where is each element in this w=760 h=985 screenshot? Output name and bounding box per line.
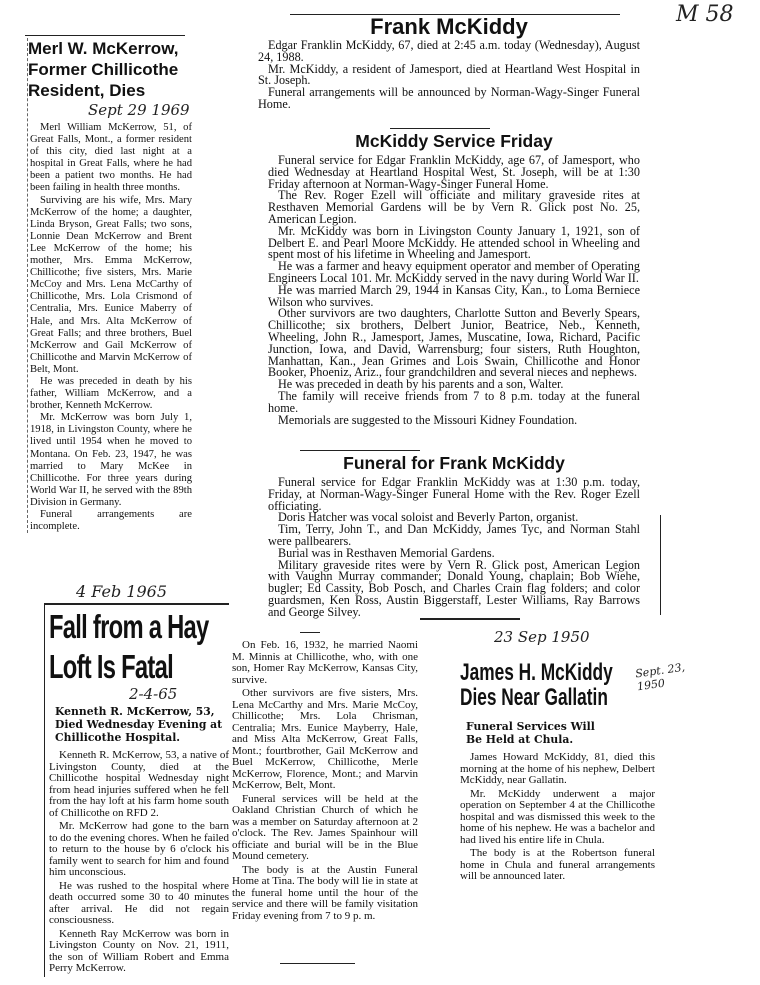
handwritten-date: Sept 29 1969 [88,101,190,119]
paragraph: Mr. McKiddy was born in Livingston County January 1, 1921, son of Delbert E. and Pearl Moore McKiddy. He attended school in Wheeling and spent most of his lifetime in Wheeling and Jamesport. [268,223,640,262]
paragraph: He was preceded in death by his parents and a son, Walter. [278,377,564,392]
paragraph: Funeral services will be held at the Oakland Christian Church of which he was a member on Saturday afternoon at 2 o'clock. The Rev. James Spainhour will officiate and burial will be in the Blue Mound cemetery. [232,792,418,862]
headline: Dies Near Gallatin [460,684,608,711]
clipping-merl-mckerrow [27,38,192,533]
handwritten-date: 2-4-65 [129,685,178,703]
handwritten-date: 4 Feb 1965 [76,582,168,601]
clipping-kenneth-continued [232,640,418,924]
paragraph: Funeral service for Edgar Franklin McKiddy was at 1:30 p.m. today, Friday, at Norman-Wagy-Singer Funeral Home with the Rev. Roger Ezell officiating. [268,475,640,513]
paragraph: James Howard McKiddy, 81, died this morning at the home of his nephew, Delbert McKiddy, near Gallatin. [460,751,655,786]
paragraph: He was rushed to the hospital where death occurred some 30 to 40 minutes after arrival. He did not regain consciousness. [49,879,229,926]
paragraph: Mr. McKiddy underwent a major operation on September 4 at the Chillicothe hospital and was dismissed this week to the home of his nephew. He was a bachelor and had lived his entire life in Chula. [460,787,655,846]
headline: Loft Is Fatal [49,648,173,685]
paragraph: Funeral service for Edgar Franklin McKiddy, age 67, of Jamesport, who died Wednesday at Heartland Hospital West, St. Joseph, will be at 1:30 Friday afternoon at Norman-Wagy-Singer Funeral Home. [268,153,640,191]
divider [390,128,490,129]
paragraph: Merl William McKerrow, 51, of Great Falls, Mont., a former resident of this city, died last night at a hospital in Great Falls, where he had been a patient two months. He had been failing in health three months. [30,122,192,194]
paragraph: Doris Hatcher was vocal soloist and Beverly Parton, organist. [278,510,579,525]
divider [25,35,185,36]
paragraph: Kenneth Ray McKerrow was born in Livingston County on Nov. 21, 1911, the son of William Robert and Emma Perry McKerrow. [49,927,229,974]
paragraph: Memorials are suggested to the Missouri Kidney Foundation. [278,412,578,427]
paragraph: Mr. McKiddy, a resident of Jamesport, died at Heartland West Hospital in St. Joseph. [258,61,640,88]
page-number-annotation: M 58 [676,2,734,27]
paragraph: Tim, Terry, John T., and Dan McKiddy, James Tyc, and Norman Stahl were pallbearers. [268,522,640,548]
paragraph: The body is at the Austin Funeral Home at Tina. The body will lie in state at the funeral home until the hour of the service and there will be family visitation Friday evening from 7 to 9 p. m. [232,863,418,922]
clipping-james-mckiddy [460,660,655,885]
headline: McKiddy Service Friday [355,131,553,151]
subhead: Kenneth R. McKerrow, 53, Died Wednesday Evening at Chillicothe Hospital. [55,705,223,744]
paragraph: The Rev. Roger Ezell will officiate and military graveside rites at Resthaven Memorial Gardens will be by Vern R. Glick post No. 25, American Legion. [268,188,640,226]
paragraph: He was preceded in death by his father, William McKerrow, and a brother, Kenneth McKerrow. [30,375,192,412]
clipping-kenneth-mckerrow [44,603,229,977]
paragraph: Mr. McKerrow had gone to the barn to do the evening chores. When he failed to return to the house by 6 o'clock his family went to search for him and found him unconscious. [49,820,230,878]
handwritten-date: Sept. 23, 1950 [634,660,686,694]
paragraph: Other survivors are two daughters, Charlotte Sutton and Beverly Spears, Chillicothe; six brothers, Delbert Junior, Beatrice, Neb., Kenneth, Wheeling, John R., Jamesport, James, Muscatine, Iowa, Richard, Pacific Junction, Iowa, and David, Warrensburg; four sisters, Ruth Houghton, Manhattan, Kan., Jean Grimes and Lois Swain, Chillicothe and Honor Booker, Phoeniz, Ariz., four grandchildren and several nieces and nephews. [268,306,640,380]
handwritten-date: 23 Sep 1950 [494,628,590,646]
paragraph: Funeral arrangements will be announced by Norman-Wagy-Singer Funeral Home. [258,85,640,111]
paragraph: Military graveside rites were by Vern R. Glick post, American Legion with Vaughn Murray commander; Donald Young, chaplain; Bob Wiehe, bugler; Ed Cassity, Bob Posch, and Charles Crain flag folders; and color guardsmen, Ken Ross, Austin Biggerstaff, Lester Williams, Ray Barrows and George Silvey. [268,557,640,619]
paragraph: Funeral arrangements are incomplete. [30,509,192,533]
paragraph: Kenneth R. McKerrow, 53, a native of Livingston County, died at the Chillicothe hospital Wednesday night from head injuries suffered when he fell from the hay loft at his farm home south of Chillicothe on RFD 2. [49,749,229,819]
paragraph: On Feb. 16, 1932, he married Naomi M. Minnis at Chillicothe, who, with one son, Homer Ray McKerrow, Kansas City, survive. [232,639,418,686]
column-rule [660,515,661,615]
clipping-funeral-frank [268,452,640,619]
paragraph: Edgar Franklin McKiddy, 67, died at 2:45 a.m. today (Wednesday), August 24, 1988. [258,38,640,64]
headline: Frank McKiddy [370,14,528,39]
paragraph: He was married March 29, 1944 in Kansas City, Kan., to Loma Berniece Wilson who survives. [268,282,640,309]
divider [300,450,420,451]
paragraph: Burial was in Resthaven Memorial Gardens. [278,545,495,560]
headline: Fall from a Hay [49,608,209,645]
paragraph: Other survivors are five sisters, Mrs. Lena McCarthy and Mrs. Marie McCoy, Chillicothe; Mrs. Lola Chrisman, Centralia; Mrs. Eunice Mayberry, Hale, and Miss Alta McKerrow, Great Falls, Mont.; fourtbrother, Gail McKerrow and Buel McKerrow, Chillicothe, Merle McKerrow, Florence, Mont.; and Marvin McKerrow, Belt, Mont. [232,687,418,791]
paragraph: He was a farmer and heavy equipment operator and member of Operating Engineers Local 101. Mr. McKiddy served in the navy during World War II. [268,259,640,285]
headline: Merl W. McKerrow, Former Chillicothe Resident, Dies [28,39,179,100]
paragraph: The body is at the Robertson funeral home in Chula and funeral arrangements will be announced later. [460,847,655,882]
paragraph: The family will receive friends from 7 to 8 p.m. today at the funeral home. [268,388,640,415]
headline: James H. McKiddy [460,659,613,686]
paragraph: Mr. McKerrow was born July 1, 1918, in Livingston County, where he lived until 1954 when he moved to Montana. On Feb. 23, 1947, he was married to Mary McKee in Chillicothe. For three years during World War II, he served with the 89th Division in Germany. [30,412,192,508]
clipping-mckiddy-service [268,130,640,426]
divider [280,963,355,964]
headline: Funeral for Frank McKiddy [343,453,565,473]
clipping-frank-mckiddy [258,14,640,111]
paragraph: Surviving are his wife, Mrs. Mary McKerrow of the home; a daughter, Linda Bryson, Great Falls; two sons, Lonnie Dean McKerrow and Brent Lee McKerrow of the home; his mother, Mrs. Emma McKerrow, Chillicothe; five sisters, Mrs. Marie McCoy and Mrs. Lena McCarthy of Chillicothe, Mrs. Lola Crismond of Centralia, Mrs. Eunice Maberry of Hale, and Mrs. Alta McKerrow of Great Falls; and three brothers, Buel McKerrow and Gail McKerrow of Chillicothe and Marvin McKerrow of Belt, Mont. [30,194,192,375]
divider [300,632,320,633]
subhead: Funeral Services Will Be Held at Chula. [466,720,595,746]
divider [420,618,520,620]
